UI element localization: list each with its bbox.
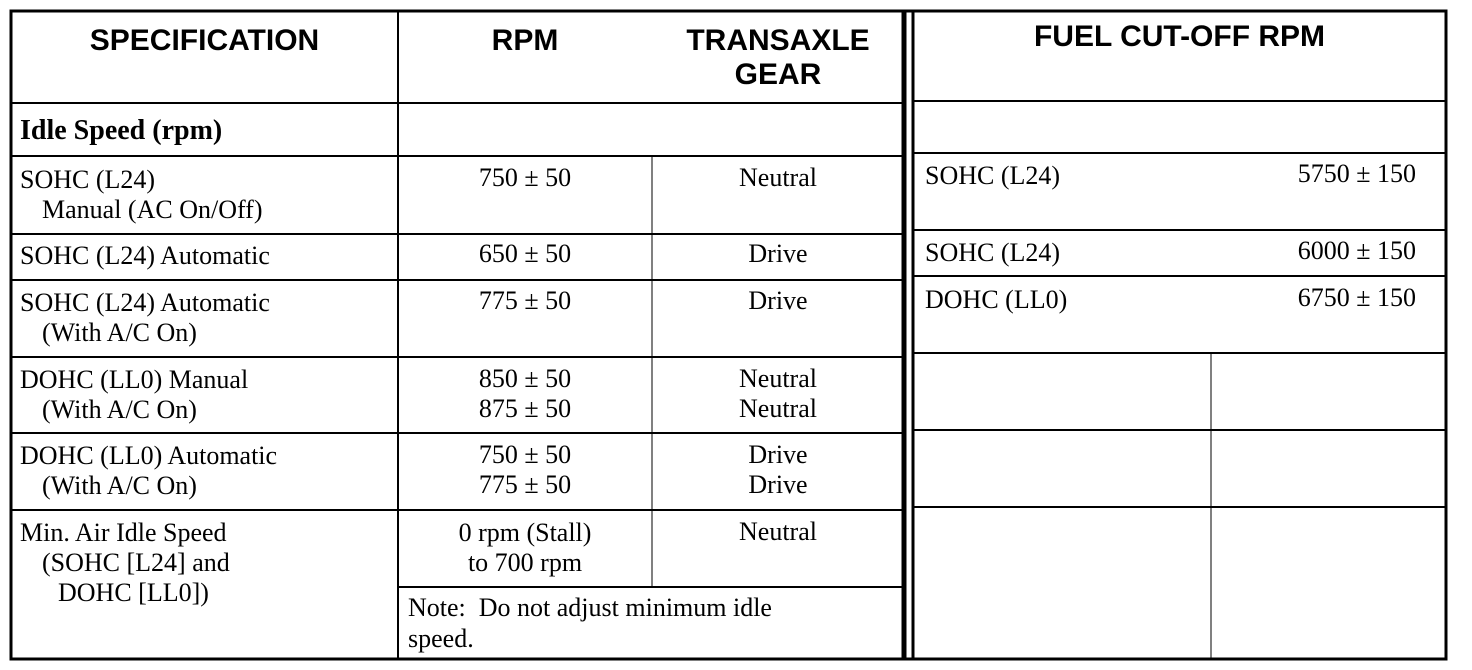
row-spec-line2: (With A/C On) bbox=[42, 318, 197, 347]
row-spec-line1: SOHC (L24) Automatic bbox=[20, 288, 270, 317]
row-spec-line2: (With A/C On) bbox=[42, 471, 197, 500]
row-rpm-second: 875 ± 50 bbox=[478, 394, 572, 423]
row-spec-line1: DOHC (LL0) Manual bbox=[20, 365, 249, 394]
row-spec-line1: SOHC (L24) Automatic bbox=[20, 241, 270, 270]
header-specification: SPECIFICATION bbox=[89, 24, 320, 57]
fuel-row-engine: SOHC (L24) bbox=[925, 161, 1061, 190]
row-rpm: 775 ± 50 bbox=[478, 286, 572, 315]
row-spec-line2: (SOHC [L24] and bbox=[42, 548, 230, 577]
row-rpm-second: 775 ± 50 bbox=[478, 470, 572, 499]
row-spec-line1: DOHC (LL0) Automatic bbox=[20, 441, 278, 470]
fuel-row-rpm: 5750 ± 150 bbox=[1297, 159, 1416, 188]
row-spec-line3: DOHC [LL0]) bbox=[58, 578, 209, 607]
fuel-row-engine: SOHC (L24) bbox=[925, 238, 1061, 267]
row-rpm: 850 ± 50 bbox=[478, 364, 572, 393]
row-rpm: 0 rpm (Stall) bbox=[458, 518, 592, 547]
header-rpm: RPM bbox=[491, 24, 559, 57]
row-gear: Drive bbox=[748, 286, 808, 315]
row-gear: Drive bbox=[748, 440, 808, 469]
row-gear: Neutral bbox=[739, 364, 817, 393]
row-rpm: 750 ± 50 bbox=[478, 163, 572, 192]
row-rpm-second: to 700 rpm bbox=[467, 548, 583, 577]
section-title-idle-speed: Idle Speed (rpm) bbox=[20, 115, 223, 146]
header-gear-line1: TRANSAXLE bbox=[686, 24, 870, 57]
row-rpm: 650 ± 50 bbox=[478, 239, 572, 268]
row-spec-line1: Min. Air Idle Speed bbox=[20, 518, 227, 547]
row-gear-second: Neutral bbox=[739, 394, 817, 423]
row-gear-second: Drive bbox=[748, 470, 808, 499]
row-rpm: 750 ± 50 bbox=[478, 440, 572, 469]
note-line1: Note: Do not adjust minimum idle bbox=[408, 593, 772, 622]
row-gear: Neutral bbox=[739, 517, 817, 546]
header-gear-line2: GEAR bbox=[734, 58, 822, 91]
row-spec-line2: (With A/C On) bbox=[42, 395, 197, 424]
row-spec-line1: SOHC (L24) bbox=[20, 165, 156, 194]
note-line2: speed. bbox=[408, 624, 474, 653]
fuel-row-engine: DOHC (LL0) bbox=[925, 285, 1068, 314]
row-gear: Drive bbox=[748, 239, 808, 268]
fuel-row-rpm: 6750 ± 150 bbox=[1297, 283, 1416, 312]
fuel-row-rpm: 6000 ± 150 bbox=[1297, 236, 1416, 265]
header-fuel-cutoff: FUEL CUT-OFF RPM bbox=[1033, 20, 1326, 53]
row-gear: Neutral bbox=[739, 163, 817, 192]
row-spec-line2: Manual (AC On/Off) bbox=[42, 195, 263, 224]
